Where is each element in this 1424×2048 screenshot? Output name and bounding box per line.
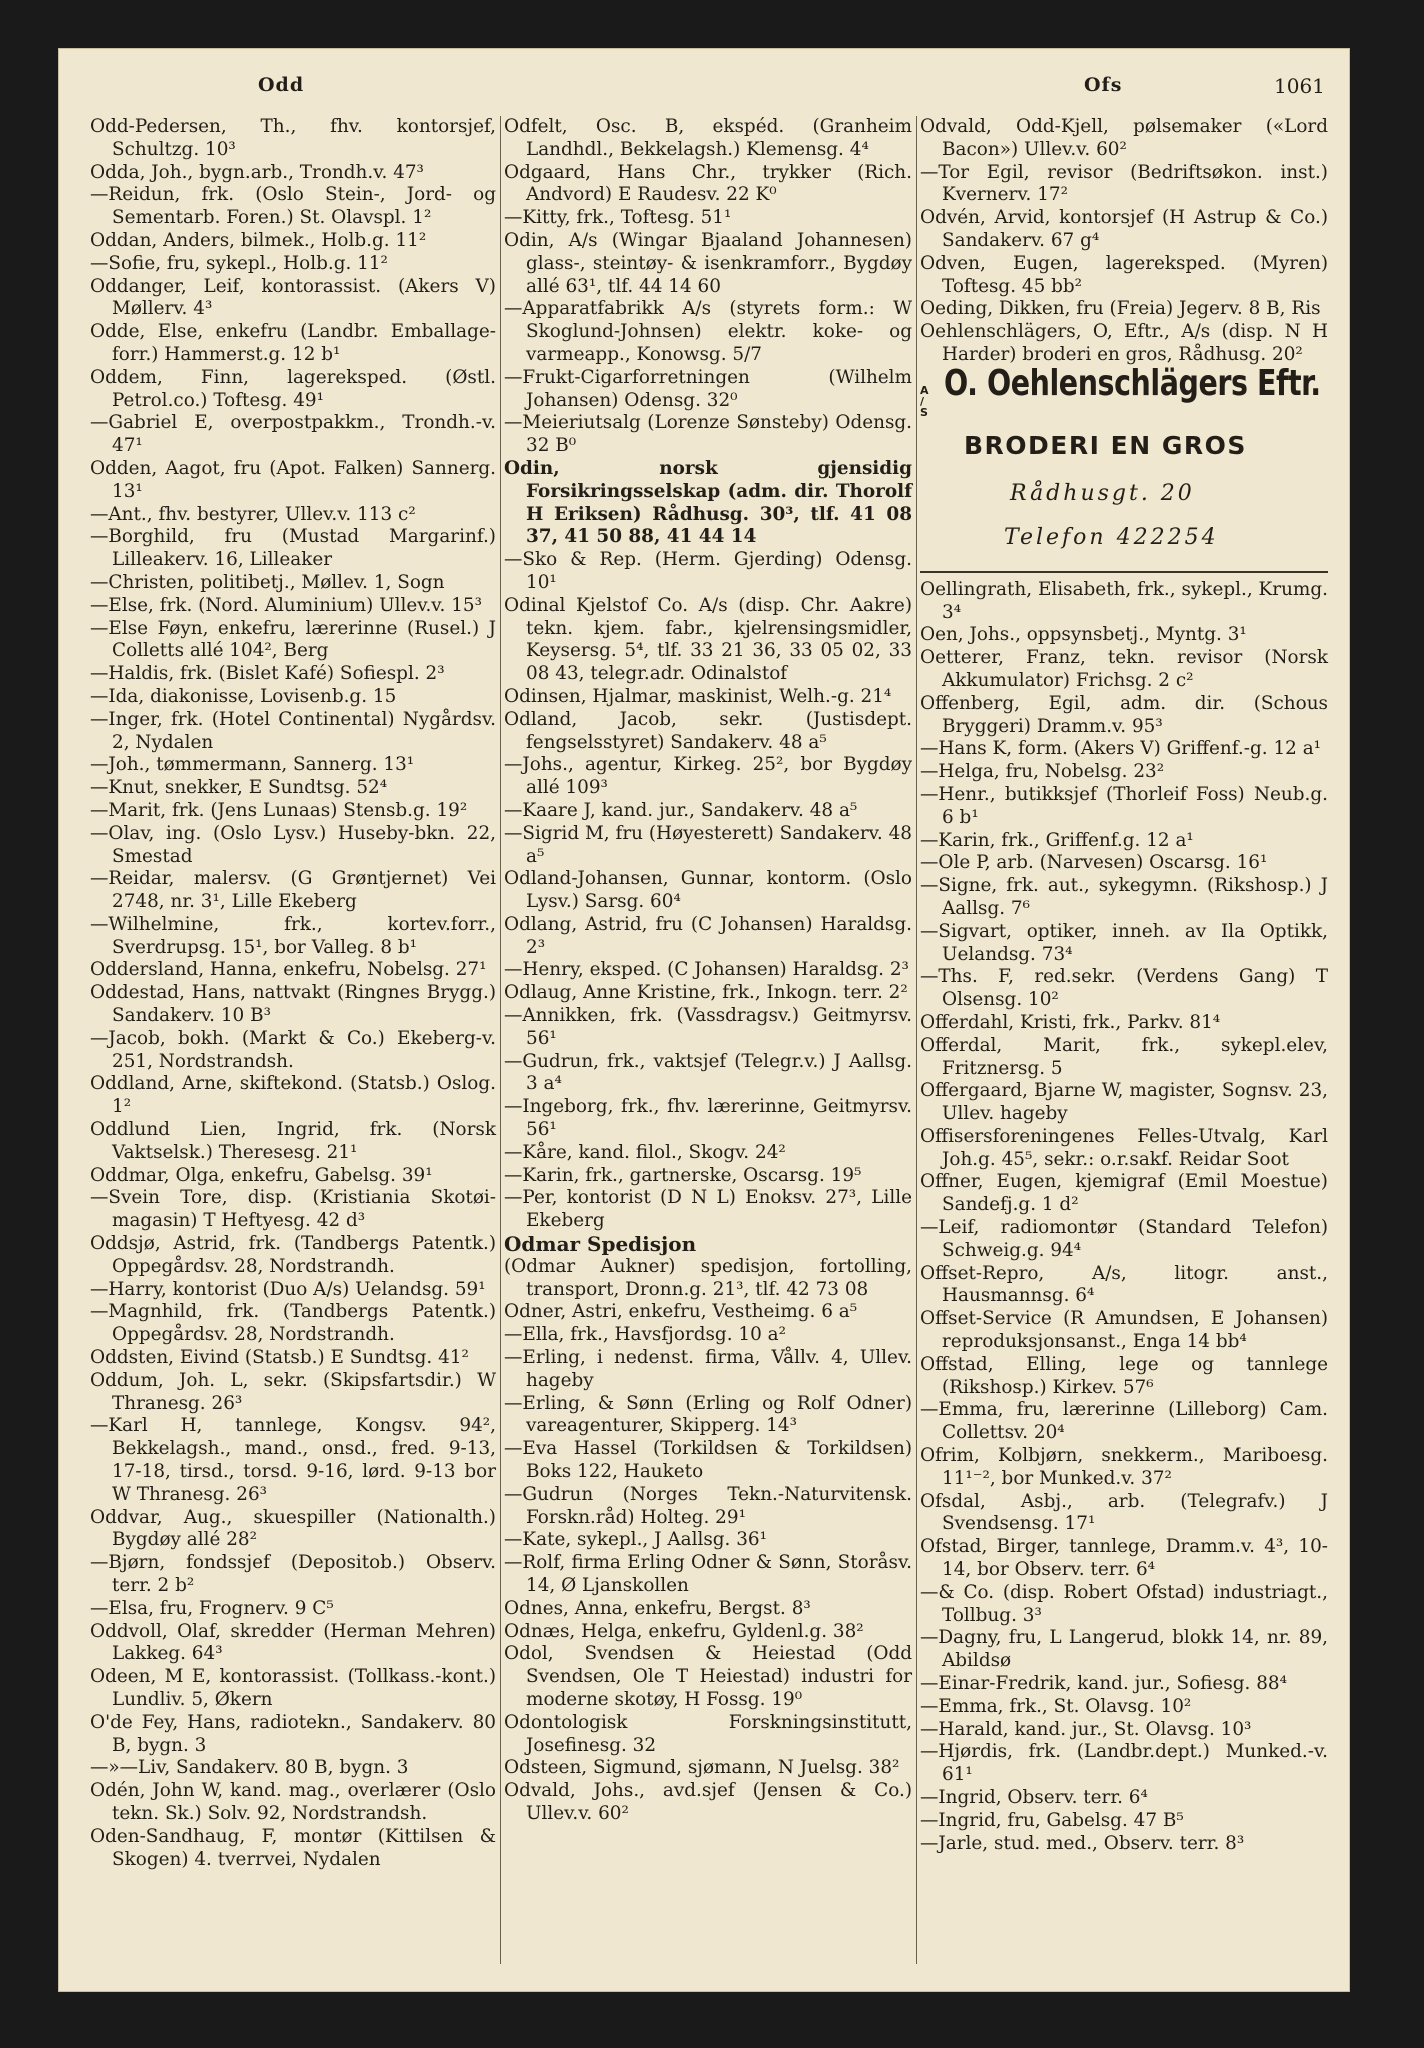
directory-entry: —Ingeborg, frk., fhv. lærerinne, Geitmyrsv. 56¹ — [504, 1096, 912, 1141]
directory-entry: Odven, Eugen, lagereksped. (Myren) Toftesg. 45 bb² — [920, 252, 1328, 297]
directory-entry: —Christen, politibetj., Møllev. 1, Sogn — [90, 571, 445, 593]
directory-entry: Odda, Joh., bygn.arb., Trondh.v. 47³ — [90, 161, 424, 183]
directory-entry: Odén, John W, kand. mag., overlærer (Oslo tekn. Sk.) Solv. 92, Nordstrandsh. — [90, 1780, 496, 1824]
ad-address: Rådhusgt. 20 — [1010, 480, 1195, 506]
directory-entry: —Svein Tore, disp. (Kristiania Skotøi-magasin) T Heftyesg. 42 d³ — [90, 1187, 496, 1232]
directory-entry: Odlang, Astrid, fru (C Johansen) Haraldsg. 2³ — [504, 913, 912, 958]
directory-entry: —Jacob, bokh. (Markt & Co.) Ekeberg-v. 251, Nordstrandsh. — [90, 1027, 496, 1072]
directory-entry: —Kitty, frk., Toftesg. 51¹ — [504, 207, 732, 229]
directory-entry: —Gudrun, frk., vaktsjef (Telegr.v.) J Aallsg. 3 a⁴ — [504, 1050, 912, 1095]
directory-entry: Ofrim, Kolbjørn, snekkerm., Mariboesg. 11¹⁻², bor Munked.v. 37² — [920, 1445, 1328, 1489]
directory-entry: Odin, norsk gjensidig Forsikringsselskap (adm. dir. Thorolf H Eriksen) Rådhusg. 30³, tlf. 41 08 37, 41 50 88, 41 44 14 — [504, 457, 912, 548]
directory-entry: O'de Fey, Hans, radiotekn., Sandakerv. 80 B, bygn. 3 — [90, 1711, 496, 1756]
directory-entry: Odnes, Anna, enkefru, Bergst. 8³ — [504, 1597, 811, 1619]
directory-entry: —Inger, frk. (Hotel Continental) Nygårdsv. 2, Nydalen — [90, 708, 496, 753]
directory-entry: —Annikken, frk. (Vassdragsv.) Geitmyrsv. 56¹ — [504, 1005, 912, 1049]
directory-entry: —Kåre, kand. filol., Skogv. 24² — [504, 1141, 786, 1163]
column-1 — [90, 116, 496, 1871]
directory-entry: Oddan, Anders, bilmek., Holb.g. 11² — [90, 229, 427, 251]
directory-entry: —Reidun, frk. (Oslo Stein-, Jord- og Sementarb. Foren.) St. Olavspl. 1² — [90, 184, 496, 229]
ad-company-name: O. Oehlenschlägers Eftr. — [944, 362, 1321, 404]
directory-entry: Offisersforeningenes Felles-Utvalg, Karl Joh.g. 45⁵, sekr.: o.r.sakf. Reidar Soot — [920, 1125, 1328, 1170]
directory-entry: —Erling, i nedenst. firma, Vållv. 4, Ullev. hageby — [504, 1347, 912, 1391]
directory-entry: Oddsten, Eivind (Statsb.) E Sundtsg. 41² — [90, 1347, 469, 1369]
directory-entry: Ofstad, Birger, tannlege, Dramm.v. 4³, 10-14, bor Observ. terr. 6⁴ — [920, 1536, 1328, 1581]
directory-entry: —Karin, frk., gartnerske, Oscarsg. 19⁵ — [504, 1164, 862, 1186]
directory-entry: Odinsen, Hjalmar, maskinist, Welh.-g. 21⁴ — [504, 685, 892, 707]
directory-entry: Offset-Repro, A/s, litogr. anst., Hausmannsg. 6⁴ — [920, 1262, 1328, 1307]
running-head-left: Odd — [258, 74, 305, 96]
page-number: 1061 — [1274, 74, 1325, 98]
directory-entry: Oddland, Arne, skiftekond. (Statsb.) Oslog. 1² — [90, 1073, 496, 1118]
directory-entry: —Gabriel E, overpostpakkm., Trondh.-v. 47¹ — [90, 412, 496, 457]
directory-entry: —Emma, frk., St. Olavsg. 10² — [920, 1695, 1192, 1717]
directory-entry: Oddmar, Olga, enkefru, Gabelsg. 39¹ — [90, 1164, 433, 1186]
directory-entry: (Odmar Aukner) spedisjon, fortolling, transport, Dronn.g. 21³, tlf. 42 73 08 — [504, 1255, 912, 1300]
directory-entry: Odontologisk Forskningsinstitutt, Josefinesg. 32 — [504, 1711, 912, 1756]
directory-entry: —Ella, frk., Havsfjordsg. 10 a² — [504, 1324, 786, 1346]
directory-entry: —Harry, kontorist (Duo A/s) Uelandsg. 59¹ — [90, 1278, 486, 1300]
column-3-entries-bottom — [920, 579, 1328, 1856]
directory-entry: —Dagny, fru, L Langerud, blokk 14, nr. 89, Abildsø — [920, 1627, 1328, 1672]
directory-entry: Offenberg, Egil, adm. dir. (Schous Bryggeri) Dramm.v. 95³ — [920, 692, 1328, 737]
directory-entry: Offstad, Elling, lege og tannlege (Rikshosp.) Kirkev. 57⁶ — [920, 1353, 1328, 1398]
directory-entry: Offergaard, Bjarne W, magister, Sognsv. 23, Ullev. hageby — [920, 1080, 1328, 1125]
directory-entry: Oetterer, Franz, tekn. revisor (Norsk Akkumulator) Frichsg. 2 c² — [920, 647, 1328, 691]
directory-entry: —& Co. (disp. Robert Ofstad) industriagt., Tollbug. 3³ — [920, 1581, 1328, 1626]
directory-entry: Oddum, Joh. L, sekr. (Skipsfartsdir.) W Thranesg. 26³ — [90, 1369, 496, 1414]
directory-entry: Odvald, Odd-Kjell, pølsemaker («Lord Bacon») Ullev.v. 60² — [920, 116, 1328, 160]
directory-entry: Offset-Service (R Amundsen, E Johansen) reproduksjonsanst., Enga 14 bb⁴ — [920, 1308, 1328, 1353]
ad-business-line: BRODERI EN GROS — [964, 430, 1247, 460]
directory-entry: Odland, Jacob, sekr. (Justisdept. fengselsstyret) Sandakerv. 48 a⁵ — [504, 708, 912, 753]
directory-entry: Oddvoll, Olaf, skredder (Herman Mehren) Lakkeg. 64³ — [90, 1620, 496, 1665]
directory-entry: —Sigvart, optiker, inneh. av Ila Optikk, Uelandsg. 73⁴ — [920, 920, 1328, 965]
directory-entry: Odden, Aagot, fru (Apot. Falken) Sannerg. 13¹ — [90, 457, 496, 502]
directory-entry: —Henr., butikksjef (Thorleif Foss) Neub.g. 6 b¹ — [920, 783, 1328, 828]
directory-entry: —Else Føyn, enkefru, lærerinne (Rusel.) J Colletts allé 104², Berg — [90, 617, 496, 662]
directory-entry: Odinal Kjelstof Co. A/s (disp. Chr. Aakre) tekn. kjem. fabr., kjelrensingsmidler, Keysersg. 5⁴, tlf. 33 21 36, 33 05 02, 33 08 43, telegr.adr. Odinalstof — [504, 594, 912, 685]
column-3 — [920, 116, 1328, 1855]
directory-entry: Oddestad, Hans, nattvakt (Ringnes Brygg.) Sandakerv. 10 B³ — [90, 982, 496, 1027]
directory-entry: Oddlund Lien, Ingrid, frk. (Norsk Vaktselsk.) Theresesg. 21¹ — [90, 1119, 496, 1163]
directory-entry: Odol, Svendsen & Heiestad (Odd Svendsen, Ole T Heiestad) industri for moderne skotøy, H Fossg. 19⁰ — [504, 1643, 912, 1710]
directory-entry: —Johs., agentur, Kirkeg. 25², bor Bygdøy allé 109³ — [504, 754, 912, 799]
directory-entry: Odvén, Arvid, kontorsjef (H Astrup & Co.) Sandakerv. 67 g⁴ — [920, 207, 1328, 251]
directory-entry: —Jarle, stud. med., Observ. terr. 8³ — [920, 1832, 1245, 1854]
advertisement — [920, 362, 1328, 573]
directory-entry: Odner, Astri, enkefru, Vestheimg. 6 a⁵ — [504, 1301, 858, 1323]
directory-entry: —Ingrid, Observ. terr. 6⁴ — [920, 1787, 1148, 1808]
directory-entry: —Tor Egil, revisor (Bedriftsøkon. inst.) Kvernerv. 17² — [920, 161, 1328, 206]
directory-entry: —Kate, sykepl., J Aallsg. 36¹ — [504, 1529, 768, 1551]
directory-entry: —Ida, diakonisse, Lovisenb.g. 15 — [90, 685, 397, 707]
directory-entry: Odlaug, Anne Kristine, frk., Inkogn. terr. 2² — [504, 982, 908, 1004]
directory-entry: —Karl H, tannlege, Kongsv. 94², Bekkelagsh., mand., onsd., fred. 9-13, 17-18, tirsd., torsd. 9-16, lørd. 9-13 bor W Thranesg. 26³ — [90, 1415, 496, 1505]
running-head-right: Ofs — [1084, 74, 1123, 96]
directory-entry: —Hjørdis, frk. (Landbr.dept.) Munked.-v. 61¹ — [920, 1741, 1328, 1786]
directory-entry: —Signe, frk. aut., sykegymn. (Rikshosp.) J Aallsg. 7⁶ — [920, 875, 1328, 919]
directory-entry: —Rolf, firma Erling Odner & Sønn, Storåsv. 14, Ø Ljanskollen — [504, 1552, 912, 1596]
directory-entry: Odland-Johansen, Gunnar, kontorm. (Oslo Lysv.) Sarsg. 60⁴ — [504, 868, 912, 913]
directory-entry: —Meieriutsalg (Lorenze Sønsteby) Odensg. 32 B⁰ — [504, 412, 912, 457]
directory-entry: —Emma, fru, lærerinne (Lilleborg) Cam. Collettsv. 20⁴ — [920, 1399, 1328, 1444]
directory-entry: Odmar Spedisjon — [504, 1232, 697, 1257]
directory-entry: —Bjørn, fondssjef (Depositob.) Observ. terr. 2 b² — [90, 1552, 496, 1596]
directory-entry: —Sko & Rep. (Herm. Gjerding) Odensg. 10¹ — [504, 549, 912, 593]
directory-entry: —Gudrun (Norges Tekn.-Naturvitensk. Forskn.råd) Holteg. 29¹ — [504, 1483, 912, 1528]
directory-entry: —Ths. F, red.sekr. (Verdens Gang) T Olsensg. 10² — [920, 966, 1328, 1011]
directory-entry: —Hans K, form. (Akers V) Griffenf.-g. 12 a¹ — [920, 738, 1322, 760]
directory-entry: —Helga, fru, Nobelsg. 23² — [920, 761, 1165, 783]
directory-entry: Odnæs, Helga, enkefru, Gyldenl.g. 38² — [504, 1620, 864, 1642]
directory-entry: —Per, kontorist (D N L) Enoksv. 27³, Lille Ekeberg — [504, 1187, 912, 1232]
column-3-entries-top — [920, 116, 1328, 367]
directory-entry: Oellingrath, Elisabeth, frk., sykepl., Krumg. 3⁴ — [920, 578, 1328, 623]
ad-legal-form: A / S — [920, 383, 929, 419]
directory-entry: Odin, A/s (Wingar Bjaaland Johannesen) glass-, steintøy- & isenkramforr., Bygdøy allé 63¹, tlf. 44 14 60 — [504, 229, 912, 297]
ad-phone: Telefon 422254 — [1004, 524, 1219, 550]
directory-page — [58, 48, 1350, 1992]
directory-entry: —Erling, & Sønn (Erling og Rolf Odner) vareagenturer, Skipperg. 14³ — [504, 1392, 912, 1437]
directory-entry: —Knut, snekker, E Sundtsg. 52⁴ — [90, 777, 388, 799]
directory-entry: —Frukt-Cigarforretningen (Wilhelm Johansen) Odensg. 32⁰ — [504, 366, 912, 411]
directory-entry: —Ant., fhv. bestyrer, Ullev.v. 113 c² — [90, 503, 416, 525]
directory-entry: —Karin, frk., Griffenf.g. 12 a¹ — [920, 829, 1194, 851]
column-2 — [504, 116, 912, 1826]
directory-entry: Odgaard, Hans Chr., trykker (Rich. Andvord) E Raudesv. 22 K⁰ — [504, 161, 912, 206]
directory-entry: Oehlenschlägers, O, Eftr., A/s (disp. N H Harder) broderi en gros, Rådhusg. 20² — [920, 321, 1328, 365]
directory-entry: Oden-Sandhaug, F, montør (Kittilsen & Skogen) 4. tverrvei, Nydalen — [90, 1825, 496, 1870]
directory-entry: Odd-Pedersen, Th., fhv. kontorsjef, Schultzg. 10³ — [90, 116, 496, 160]
directory-entry: —Marit, frk. (Jens Lunaas) Stensb.g. 19² — [90, 799, 468, 821]
directory-entry: Offner, Eugen, kjemigraf (Emil Moestue) Sandefj.g. 1 d² — [920, 1171, 1328, 1216]
directory-entry: Offerdal, Marit, frk., sykepl.elev, Fritznersg. 5 — [920, 1034, 1328, 1079]
directory-entry: Offerdahl, Kristi, frk., Parkv. 81⁴ — [920, 1011, 1221, 1033]
directory-entry: —Harald, kand. jur., St. Olavsg. 10³ — [920, 1718, 1252, 1740]
directory-entry: —Kaare J, kand. jur., Sandakerv. 48 a⁵ — [504, 799, 858, 821]
directory-entry: —Ingrid, fru, Gabelsg. 47 B⁵ — [920, 1809, 1184, 1831]
column-divider — [500, 116, 501, 1964]
directory-entry: —Leif, radiomontør (Standard Telefon) Schweig.g. 94⁴ — [920, 1217, 1328, 1261]
directory-entry: —Sofie, fru, sykepl., Holb.g. 11² — [90, 252, 388, 274]
directory-entry: Odde, Else, enkefru (Landbr. Emballage-forr.) Hammerst.g. 12 b¹ — [90, 321, 496, 365]
directory-entry: —Henry, eksped. (C Johansen) Haraldsg. 2³ — [504, 959, 909, 981]
directory-entry: —Joh., tømmermann, Sannerg. 13¹ — [90, 754, 415, 776]
directory-entry: Oddersland, Hanna, enkefru, Nobelsg. 27¹ — [90, 959, 487, 981]
column-divider — [916, 116, 917, 1964]
directory-entry: —Wilhelmine, frk., kortev.forr., Sverdrupsg. 15¹, bor Valleg. 8 b¹ — [90, 913, 496, 958]
directory-entry: Ofsdal, Asbj., arb. (Telegrafv.) J Svendsensg. 17¹ — [920, 1490, 1328, 1535]
directory-entry: Odsteen, Sigmund, sjømann, N Juelsg. 38² — [504, 1757, 900, 1779]
directory-entry: Odfelt, Osc. B, ekspéd. (Granheim Landhdl., Bekkelagsh.) Klemensg. 4⁴ — [504, 116, 912, 160]
directory-entry: —Sigrid M, fru (Høyesterett) Sandakerv. 48 a⁵ — [504, 822, 912, 867]
directory-entry: —Haldis, frk. (Bislet Kafé) Sofiespl. 2³ — [90, 663, 445, 685]
directory-entry: —»—Liv, Sandakerv. 80 B, bygn. 3 — [90, 1757, 409, 1779]
directory-entry: —Reidar, malersv. (G Grøntjernet) Vei 2748, nr. 3¹, Lille Ekeberg — [90, 868, 496, 913]
directory-entry: —Borghild, fru (Mustad Margarinf.) Lilleakerv. 16, Lilleaker — [90, 526, 496, 571]
directory-entry: —Apparatfabrikk A/s (styrets form.: W Skoglund-Johnsen) elektr. koke- og varmeapp., Konowsg. 5/7 — [504, 298, 912, 365]
directory-entry: —Olav, ing. (Oslo Lysv.) Huseby-bkn. 22, Smestad — [90, 822, 496, 867]
directory-entry: —Ole P, arb. (Narvesen) Oscarsg. 16¹ — [920, 852, 1268, 874]
directory-entry: Oeding, Dikken, fru (Freia) Jegerv. 8 B, Ris — [920, 298, 1321, 320]
directory-entry: —Eva Hassel (Torkildsen & Torkildsen) Boks 122, Hauketo — [504, 1438, 912, 1483]
directory-entry: Oddsjø, Astrid, frk. (Tandbergs Patentk.) Oppegårdsv. 28, Nordstrandh. — [90, 1233, 496, 1277]
directory-entry: —Elsa, fru, Frognerv. 9 C⁵ — [90, 1597, 334, 1619]
directory-entry: Odeen, M E, kontorassist. (Tollkass.-kont.) Lundliv. 5, Økern — [90, 1666, 496, 1710]
directory-entry: —Einar-Fredrik, kand. jur., Sofiesg. 88⁴ — [920, 1673, 1287, 1695]
directory-entry: Oen, Johs., oppsynsbetj., Myntg. 3¹ — [920, 624, 1247, 646]
directory-entry: —Else, frk. (Nord. Aluminium) Ullev.v. 15³ — [90, 594, 482, 616]
directory-entry: Oddanger, Leif, kontorassist. (Akers V) Møllerv. 4³ — [90, 275, 496, 320]
directory-entry: —Magnhild, frk. (Tandbergs Patentk.) Oppegårdsv. 28, Nordstrandh. — [90, 1301, 496, 1346]
directory-entry: Odvald, Johs., avd.sjef (Jensen & Co.) Ullev.v. 60² — [504, 1780, 912, 1824]
directory-entry: Oddvar, Aug., skuespiller (Nationalth.) Bygdøy allé 28² — [90, 1506, 496, 1551]
directory-entry: Oddem, Finn, lagereksped. (Østl. Petrol.co.) Toftesg. 49¹ — [90, 366, 496, 411]
